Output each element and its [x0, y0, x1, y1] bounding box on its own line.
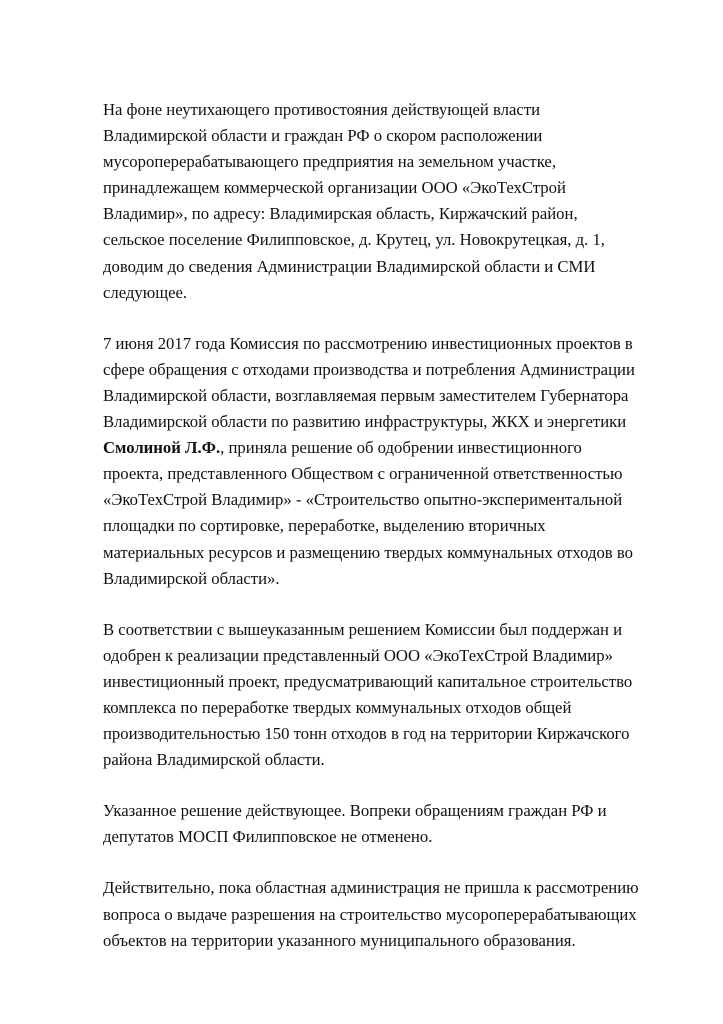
- text-line: проекта, представленного Обществом с ограниченной ответственностью: [103, 464, 623, 484]
- text-line: района Владимирской области.: [103, 750, 325, 770]
- paragraph-project-approval: [103, 617, 693, 774]
- text-line: Владимир», по адресу: Владимирская область, Киржачский район,: [103, 204, 578, 224]
- text-line: комплекса по переработке твердых коммунальных отходов общей: [103, 697, 572, 717]
- text-line: депутатов МОСП Филипповское не отменено.: [103, 827, 433, 847]
- document-body: [103, 97, 693, 979]
- text-line: Владимирской области».: [103, 568, 280, 588]
- text-line: сельское поселение Филипповское, д. Крутец, ул. Новокрутецкая, д. 1,: [103, 230, 605, 250]
- text-line: мусороперерабатывающего предприятия на земельном участке,: [103, 152, 556, 172]
- text-line: доводим до сведения Администрации Владимирской области и СМИ: [103, 256, 596, 276]
- text-line-with-name: [103, 435, 693, 461]
- paragraph-administration: [103, 875, 693, 953]
- text-line: сфере обращения с отходами производства и потребления Администрации: [103, 359, 635, 379]
- official-name: Смолиной Л.Ф.: [103, 438, 221, 458]
- text-line: инвестиционный проект, предусматривающий капитальное строительство: [103, 671, 633, 691]
- paragraph-intro: [103, 97, 693, 306]
- text-line: принадлежащем коммерческой организации ООО «ЭкоТехСтрой: [103, 178, 566, 198]
- text-line: объектов на территории указанного муниципального образования.: [103, 930, 576, 950]
- text-line: производительностью 150 тонн отходов в год на территории Киржачского: [103, 724, 630, 744]
- text-line: Владимирской области и граждан РФ о скором расположении: [103, 126, 543, 146]
- text-line: следующее.: [103, 282, 188, 302]
- text-fragment: , приняла решение об одобрении инвестиционного: [220, 438, 582, 458]
- text-line: Владимирской области, возглавляемая первым заместителем Губернатора: [103, 385, 629, 405]
- text-line: В соответствии с вышеуказанным решением Комиссии был поддержан и: [103, 619, 623, 639]
- text-line: вопроса о выдаче разрешения на строительство мусороперерабатывающих: [103, 904, 637, 924]
- text-line: Владимирской области по развитию инфраструктуры, ЖКХ и энергетики: [103, 412, 627, 432]
- text-line: Действительно, пока областная администрация не пришла к рассмотрению: [103, 878, 639, 898]
- text-line: материальных ресурсов и размещению твердых коммунальных отходов во: [103, 542, 633, 562]
- text-line: площадки по сортировке, переработке, выделению вторичных: [103, 516, 546, 536]
- paragraph-commission-decision: [103, 331, 693, 592]
- text-line: Указанное решение действующее. Вопреки обращениям граждан РФ и: [103, 801, 607, 821]
- text-line: На фоне неутихающего противостояния действующей власти: [103, 100, 541, 119]
- text-line: 7 июня 2017 года Комиссия по рассмотрению инвестиционных проектов в: [103, 333, 633, 353]
- paragraph-decision-status: [103, 798, 693, 850]
- text-line: одобрен к реализации представленный ООО «ЭкоТехСтрой Владимир»: [103, 645, 613, 665]
- text-line: «ЭкоТехСтрой Владимир» - «Строительство опытно-экспериментальной: [103, 490, 623, 510]
